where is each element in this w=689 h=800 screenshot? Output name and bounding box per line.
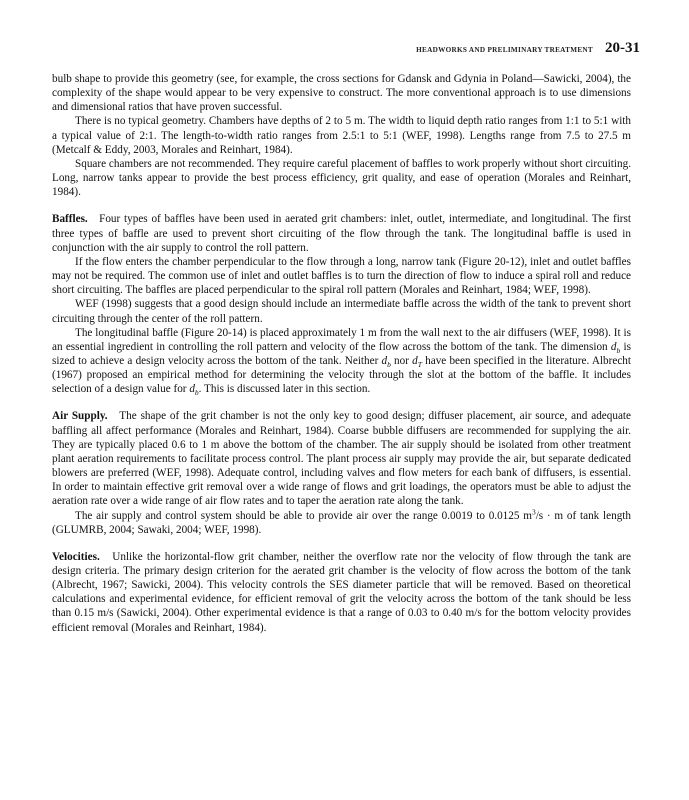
var-d: d <box>381 354 388 367</box>
sub-b: b <box>616 346 621 356</box>
baffles-heading: Baffles. <box>52 213 88 226</box>
running-header <box>416 40 640 57</box>
baffles-text-4c: nor <box>390 354 413 367</box>
baffles-paragraph-3: WEF (1998) suggests that a good design should include an intermediate baffle across the width of the tank to prevent short circuiting through the center of the roll pattern. <box>52 298 631 325</box>
intro-paragraph-3: Square chambers are not recommended. They require careful placement of baffles to work properly without short circuiting. Long, narrow tanks appear to provide the best process efficiency, grit quality, and ease of operation (Morales and Reinhart, 1984). <box>52 157 631 199</box>
superscript-3: 3 <box>531 506 536 516</box>
air-supply-heading: Air Supply. <box>52 410 108 423</box>
running-title: HEADWORKS AND PRELIMINARY TREATMENT <box>416 46 593 54</box>
velocities-text-1: Unlike the horizontal-flow grit chamber, neither the overflow rate nor the velocity of flow through the tank are design criteria. The primary design criterion for the aerated grit chamber is the velocity of flow across the bottom of the tank (Albrecht, 1967; Sawicki, 2004). This velocity controls the SES diameter particle that will be removed. Based on theoretical calculations and experimental evidence, for efficient removal of grit the velocity across the bottom of the tank should be less than 0.15 m/s (Sawicki, 2004). Other experimental evidence is that a range of 0.03 to 0.40 m/s for the bottom velocity provides efficient removal (Morales and Reinhart, 1984). <box>52 550 631 634</box>
air-supply-text-1: The shape of the grit chamber is not the only key to good design; diffuser placement, air source, and adequate baffling all affect performance (Morales and Reinhart, 1984). Coarse bubble diffusers are recommended for supplying the air. They are typically placed 0.6 to 1 m above the bottom of the chamber. The air supply should be isolated from other treatment plant aeration requirements to facilitate process control. The plant process air supply may provide the air, but separate dedicated blowers are preferred (WEF, 1998). Adequate control, including valves and flow meters for each bank of diffusers, is essential. In order to maintain effective grit removal over a wide range of flows and grit loadings, the operators must be able to adjust the aeration rate over a wide range of air flow rates and to taper the aeration rate along the tank. <box>52 410 631 508</box>
velocities-paragraph-1 <box>52 550 631 635</box>
air-supply-text-2a: The air supply and control system should be able to provide air over the range 0.0019 to 0.0125 m <box>75 509 532 522</box>
page-number: 20-31 <box>605 40 640 56</box>
sub-b: b <box>387 360 391 370</box>
air-supply-text-2b: /s · m of tank length (GLUMRB, 2004; Sawaki, 2004; WEF, 1998). <box>52 509 631 536</box>
intro-paragraph-2: There is no typical geometry. Chambers have depths of 2 to 5 m. The width to liquid depth ratio ranges from 1:1 to 5:1 with a typical value of 2:1. The length-to-width ratio ranges from 2.5:1 to 5:1 (WEF, 1998). Lengths range from 7.5 to 27.5 m (Metcalf & Eddy, 2003, Morales and Reinhart, 1984). <box>52 115 631 156</box>
var-d: d <box>412 354 418 367</box>
baffles-text-4b: is sized to achieve a design velocity across the bottom of the tank. Neither <box>52 340 631 367</box>
air-supply-paragraph-1 <box>52 409 631 508</box>
velocities-heading: Velocities. <box>52 550 100 563</box>
baffles-text-4d: have been specified in the literature. Albrecht (1967) proposed an empirical method for determining the velocity through the slot at the bottom of the baffle. It includes selection of a design value for <box>52 354 631 396</box>
sub-b: b <box>194 388 199 398</box>
baffles-paragraph-1 <box>52 212 631 254</box>
baffles-paragraph-2: If the flow enters the chamber perpendicular to the flow through a long, narrow tank (Figure 20-12), inlet and outlet baffles may not be required. The common use of inlet and outlet baffles is to turn the direction of flow to induce a spiral roll and reduce short circuiting. The baffles are placed perpendicular to the spiral roll pattern (Morales and Reinhart, 1984; WEF, 1998). <box>52 255 631 297</box>
var-d: d <box>610 340 617 353</box>
section-gap <box>52 199 631 212</box>
baffles-text-4e: . This is discussed later in this section. <box>198 383 371 396</box>
baffles-text-1: Four types of baffles have been used in aerated grit chambers: inlet, outlet, intermediate, and longitudinal. The first three types of baffle are used to prevent short circuiting of the flow through the tank. The longitudinal baffle is used in conjunction with the air supply to control the roll pattern. <box>52 213 631 254</box>
section-gap <box>52 537 631 550</box>
section-gap <box>52 396 631 409</box>
page-body <box>52 72 631 635</box>
baffles-paragraph-4 <box>52 326 631 397</box>
var-d: d <box>189 383 195 396</box>
air-supply-paragraph-2 <box>52 506 631 537</box>
intro-paragraph-1: bulb shape to provide this geometry (see, for example, the cross sections for Gdansk and Gdynia in Poland—Sawicki, 2004), the complexity of the shape would appear to be very expensive to construct. The more conventional approach is to use dimensions and dimensional ratios that have proven successful. <box>52 73 631 114</box>
sub-t: T <box>417 360 422 370</box>
baffles-text-4a: The longitudinal baffle (Figure 20-14) is placed approximately 1 m from the wall next to the air diffusers (WEF, 1998). It is an essential ingredient in controlling the roll pattern and velocity of the flow across the bottom of the tank. The dimension <box>52 326 631 353</box>
